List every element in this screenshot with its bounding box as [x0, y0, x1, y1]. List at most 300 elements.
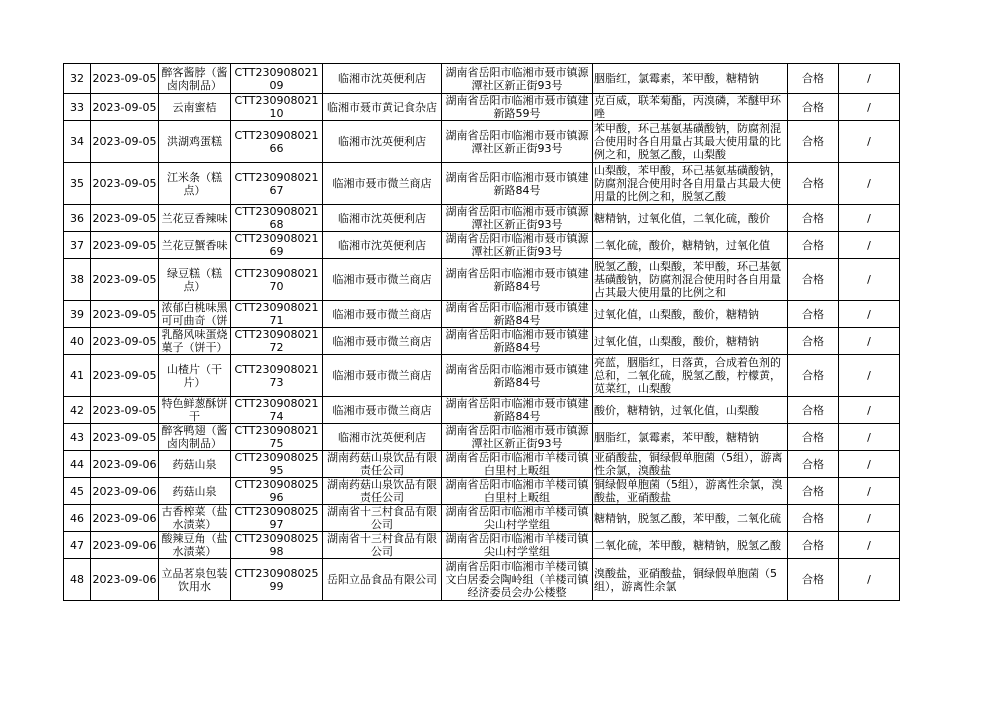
- test-items: 克百威，联苯菊酯，丙溴磷，苯醚甲环唑: [594, 94, 781, 120]
- sampled-unit: 岳阳立品食品有限公司: [327, 573, 437, 586]
- product-name-cell: [159, 163, 231, 205]
- test-items-cell: [593, 328, 788, 355]
- sample-code: CTT23090802171: [234, 301, 319, 327]
- test-items: 二氧化硫，酸价，糖精钠，过氧化值: [594, 238, 770, 252]
- sampled-unit: 临湘市聂市微兰商店: [332, 403, 432, 417]
- unit-address: 湖南省岳阳市临湘市羊楼司镇尖山村学堂组: [445, 532, 589, 558]
- table-row: [64, 424, 900, 451]
- test-items: 亚硝酸盐，铜绿假单胞菌（5组），游离性余氯，溴酸盐: [594, 451, 783, 477]
- sample-date-cell: [91, 64, 159, 94]
- test-items: 苯甲酸，环己基氨基磺酸钠，防腐剂混合使用时各自用量占其最大使用量的比例之和，脱氢乙酸，山梨酸: [594, 122, 781, 161]
- unit-address: 湖南省岳阳市临湘市聂市镇建新路84号: [445, 362, 589, 389]
- remark: /: [867, 457, 871, 471]
- test-result-cell: [788, 205, 839, 232]
- sample-code-cell: [231, 424, 323, 451]
- remark-cell: [839, 232, 900, 259]
- product-name-cell: [159, 259, 231, 301]
- sampled-unit-cell: [323, 424, 442, 451]
- remark-cell: [839, 259, 900, 301]
- test-result: 合格: [802, 369, 824, 382]
- unit-address: 湖南省岳阳市临湘市聂市镇建新路84号: [445, 328, 589, 354]
- test-result-cell: [788, 478, 839, 505]
- product-name-cell: [159, 121, 231, 163]
- sampled-unit-cell: [323, 163, 442, 205]
- unit-address: 湖南省岳阳市临湘市羊楼司镇文白居委会陶岭组（羊楼司镇经济委员会办公楼整: [445, 560, 589, 599]
- sample-code: CTT23090802110: [234, 94, 319, 120]
- unit-address-cell: [442, 163, 593, 205]
- table-row: [64, 94, 900, 121]
- product-name-cell: [159, 397, 231, 424]
- row-number-cell: [64, 505, 91, 532]
- test-items-cell: [593, 478, 788, 505]
- sample-date-cell: [91, 478, 159, 505]
- row-number: 43: [70, 430, 84, 444]
- sample-date-cell: [91, 397, 159, 424]
- unit-address: 湖南省岳阳市临湘市聂市镇建新路59号: [445, 94, 589, 120]
- row-number-cell: [64, 121, 91, 163]
- sample-date: 2023-09-06: [92, 511, 157, 525]
- table-row: [64, 64, 900, 94]
- sample-date: 2023-09-05: [92, 273, 157, 286]
- sampled-unit: 临湘市沈英便利店: [338, 135, 426, 148]
- test-items-cell: [593, 205, 788, 232]
- unit-address-cell: [442, 559, 593, 601]
- unit-address: 湖南省岳阳市临湘市聂市镇建新路84号: [445, 170, 589, 197]
- row-number-cell: [64, 301, 91, 328]
- sample-code-cell: [231, 478, 323, 505]
- sampled-unit: 临湘市聂市微兰商店: [332, 307, 432, 321]
- test-items-cell: [593, 532, 788, 559]
- test-items-cell: [593, 64, 788, 94]
- sample-date: 2023-09-05: [92, 211, 157, 225]
- row-number-cell: [64, 451, 91, 478]
- test-items-cell: [593, 232, 788, 259]
- unit-address: 湖南省岳阳市临湘市聂市镇源潭社区新正街93号: [445, 205, 589, 231]
- remark-cell: [839, 301, 900, 328]
- product-name: 洪湖鸡蛋糕: [167, 135, 222, 148]
- product-name: 乳酪风味蛋烧菓子（饼干）: [161, 328, 228, 354]
- sampled-unit-cell: [323, 397, 442, 424]
- sample-date-cell: [91, 355, 159, 397]
- remark-cell: [839, 559, 900, 601]
- row-number-cell: [64, 532, 91, 559]
- sample-code: CTT23090802166: [234, 128, 319, 155]
- product-name: 酸辣豆角（盐水渍菜）: [161, 532, 228, 558]
- test-items: 山梨酸，苯甲酸，环己基氨基磺酸钠，防腐剂混合使用时各自用量占其最大使用量的比例之和，脱氢乙酸: [594, 164, 781, 203]
- test-items: 溴酸盐，亚硝酸盐，铜绿假单胞菌（5组），游离性余氯: [594, 566, 777, 593]
- row-number-cell: [64, 559, 91, 601]
- unit-address-cell: [442, 505, 593, 532]
- sample-date: 2023-09-05: [92, 430, 157, 444]
- remark: /: [867, 573, 871, 586]
- sampled-unit: 临湘市沈英便利店: [338, 430, 426, 444]
- table-row: [64, 301, 900, 328]
- test-result-cell: [788, 451, 839, 478]
- table-row: [64, 355, 900, 397]
- row-number: 36: [70, 211, 84, 225]
- sample-code-cell: [231, 532, 323, 559]
- test-result: 合格: [802, 511, 824, 525]
- row-number-cell: [64, 259, 91, 301]
- product-name: 特色鲜葱酥饼干: [161, 397, 228, 423]
- row-number: 46: [70, 511, 84, 525]
- sample-date-cell: [91, 424, 159, 451]
- test-result-cell: [788, 94, 839, 121]
- sample-date: 2023-09-05: [92, 135, 157, 148]
- sampled-unit-cell: [323, 505, 442, 532]
- unit-address: 湖南省岳阳市临湘市聂市镇源潭社区新正街93号: [445, 128, 589, 155]
- sample-date: 2023-09-06: [92, 457, 157, 471]
- row-number-cell: [64, 163, 91, 205]
- test-items-cell: [593, 163, 788, 205]
- sampled-unit: 临湘市聂市微兰商店: [332, 177, 432, 190]
- sample-code: CTT23090802173: [234, 362, 319, 389]
- remark: /: [867, 430, 871, 444]
- sample-date: 2023-09-05: [92, 100, 157, 114]
- sampled-unit: 湖南药菇山泉饮品有限责任公司: [327, 451, 437, 477]
- sampled-unit: 临湘市聂市微兰商店: [332, 369, 432, 382]
- sample-code: CTT23090802168: [234, 205, 319, 231]
- remark: /: [867, 307, 871, 321]
- remark: /: [867, 484, 871, 498]
- unit-address: 湖南省岳阳市临湘市聂市镇源潭社区新正街93号: [445, 232, 589, 258]
- test-result: 合格: [802, 211, 824, 225]
- row-number: 35: [70, 177, 84, 190]
- test-items: 亮蓝，胭脂红，日落黄，合成着色剂的总和，二氧化硫，脱氢乙酸，柠檬黄，苋菜红，山梨酸: [594, 356, 781, 395]
- unit-address-cell: [442, 64, 593, 94]
- table-row: [64, 232, 900, 259]
- product-name: 古香榨菜（盐水渍菜）: [161, 505, 228, 531]
- sample-date: 2023-09-06: [92, 484, 157, 498]
- product-name-cell: [159, 205, 231, 232]
- test-result: 合格: [802, 177, 824, 190]
- remark: /: [867, 100, 871, 114]
- sampled-unit-cell: [323, 205, 442, 232]
- row-number-cell: [64, 64, 91, 94]
- unit-address-cell: [442, 328, 593, 355]
- sample-date-cell: [91, 301, 159, 328]
- test-items: 铜绿假单胞菌（5组），游离性余氯，溴酸盐，亚硝酸盐: [594, 478, 783, 504]
- sample-date: 2023-09-06: [92, 538, 157, 552]
- sampled-unit: 临湘市沈英便利店: [338, 238, 426, 252]
- unit-address-cell: [442, 94, 593, 121]
- table-row: [64, 328, 900, 355]
- row-number: 34: [70, 135, 84, 148]
- table-row: [64, 478, 900, 505]
- product-name-cell: [159, 328, 231, 355]
- sample-date-cell: [91, 451, 159, 478]
- table-row: [64, 121, 900, 163]
- test-items-cell: [593, 559, 788, 601]
- sample-code: CTT23090802170: [234, 266, 319, 293]
- sample-code: CTT23090802174: [234, 397, 319, 423]
- row-number-cell: [64, 355, 91, 397]
- test-items: 脱氢乙酸，山梨酸，苯甲酸，环己基氨基磺酸钠，防腐剂混合使用时各自用量占其最大使用量的比例之和: [594, 260, 781, 299]
- test-items: 酸价，糖精钠，过氧化值，山梨酸: [594, 403, 759, 417]
- sample-code: CTT23090802169: [234, 232, 319, 258]
- table-row: [64, 163, 900, 205]
- remark: /: [867, 273, 871, 286]
- sample-date-cell: [91, 163, 159, 205]
- remark: /: [867, 511, 871, 525]
- row-number: 45: [70, 484, 84, 498]
- sample-code-cell: [231, 328, 323, 355]
- product-name: 药菇山泉: [172, 457, 217, 471]
- product-name-cell: [159, 64, 231, 94]
- sample-date: 2023-09-05: [92, 403, 157, 417]
- test-items: 过氧化值，山梨酸，酸价，糖精钠: [594, 307, 759, 321]
- row-number: 33: [70, 100, 84, 114]
- unit-address-cell: [442, 424, 593, 451]
- row-number: 32: [70, 72, 84, 85]
- row-number: 38: [70, 273, 84, 286]
- row-number: 41: [70, 369, 84, 382]
- row-number: 40: [70, 334, 84, 348]
- test-items-cell: [593, 424, 788, 451]
- table-body: [64, 64, 900, 601]
- row-number-cell: [64, 232, 91, 259]
- sample-code: CTT23090802172: [234, 328, 319, 354]
- row-number: 42: [70, 403, 84, 417]
- product-name: 绿豆糕（糕点）: [167, 266, 222, 293]
- product-name: 醉客鸭翅（酱卤肉制品）: [161, 424, 228, 450]
- unit-address: 湖南省岳阳市临湘市聂市镇源潭社区新正街93号: [445, 65, 589, 92]
- unit-address-cell: [442, 301, 593, 328]
- test-result: 合格: [802, 100, 824, 114]
- test-items: 二氧化硫，苯甲酸，糖精钠，脱氢乙酸: [594, 538, 781, 552]
- test-result-cell: [788, 424, 839, 451]
- product-name: 兰花豆香辣味: [161, 211, 228, 225]
- sampled-unit: 临湘市沈英便利店: [338, 211, 426, 225]
- test-result: 合格: [802, 403, 824, 417]
- test-items: 过氧化值，山梨酸，酸价，糖精钠: [594, 334, 759, 348]
- sample-date-cell: [91, 328, 159, 355]
- remark: /: [867, 538, 871, 552]
- sampled-unit-cell: [323, 259, 442, 301]
- sample-date-cell: [91, 94, 159, 121]
- unit-address-cell: [442, 478, 593, 505]
- sampled-unit: 临湘市聂市黄记食杂店: [327, 100, 437, 114]
- test-items-cell: [593, 397, 788, 424]
- unit-address-cell: [442, 355, 593, 397]
- product-name-cell: [159, 505, 231, 532]
- table-row: [64, 532, 900, 559]
- row-number-cell: [64, 478, 91, 505]
- sample-code: CTT23090802167: [234, 170, 319, 197]
- sample-code-cell: [231, 64, 323, 94]
- sample-date: 2023-09-05: [92, 334, 157, 348]
- test-items-cell: [593, 94, 788, 121]
- remark: /: [867, 369, 871, 382]
- product-name: 立品茗泉包装饮用水: [161, 566, 228, 593]
- sample-code: CTT23090802598: [234, 532, 319, 558]
- row-number-cell: [64, 424, 91, 451]
- sample-code-cell: [231, 259, 323, 301]
- product-name-cell: [159, 232, 231, 259]
- unit-address: 湖南省岳阳市临湘市羊楼司镇白里村上畈组: [445, 478, 589, 504]
- sample-code-cell: [231, 121, 323, 163]
- remark-cell: [839, 397, 900, 424]
- test-result-cell: [788, 532, 839, 559]
- table-row: [64, 505, 900, 532]
- sampled-unit-cell: [323, 328, 442, 355]
- sample-code-cell: [231, 451, 323, 478]
- row-number: 47: [70, 538, 84, 552]
- sampled-unit: 临湘市聂市微兰商店: [332, 273, 432, 286]
- remark-cell: [839, 424, 900, 451]
- sample-date-cell: [91, 532, 159, 559]
- product-name: 山楂片（干片）: [167, 362, 222, 389]
- product-name: 云南蜜桔: [172, 100, 217, 114]
- sampled-unit-cell: [323, 532, 442, 559]
- product-name-cell: [159, 451, 231, 478]
- test-items: 糖精钠，过氧化值，二氧化硫，酸价: [594, 211, 770, 225]
- test-result: 合格: [802, 273, 824, 286]
- sample-code-cell: [231, 397, 323, 424]
- test-result-cell: [788, 397, 839, 424]
- product-name-cell: [159, 532, 231, 559]
- product-name-cell: [159, 355, 231, 397]
- remark-cell: [839, 328, 900, 355]
- sample-date-cell: [91, 259, 159, 301]
- test-result-cell: [788, 328, 839, 355]
- test-items-cell: [593, 301, 788, 328]
- sample-code: CTT23090802109: [234, 65, 319, 92]
- test-result-cell: [788, 232, 839, 259]
- remark: /: [867, 177, 871, 190]
- remark-cell: [839, 121, 900, 163]
- table-row: [64, 559, 900, 601]
- table-row: [64, 259, 900, 301]
- sampled-unit-cell: [323, 94, 442, 121]
- sample-date: 2023-09-06: [92, 573, 157, 586]
- row-number-cell: [64, 328, 91, 355]
- test-items-cell: [593, 259, 788, 301]
- sample-code: CTT23090802595: [234, 451, 319, 477]
- test-result-cell: [788, 355, 839, 397]
- product-name: 醉客酱脖（酱卤肉制品）: [161, 65, 228, 92]
- unit-address: 湖南省岳阳市临湘市聂市镇建新路84号: [445, 397, 589, 423]
- sample-code-cell: [231, 559, 323, 601]
- test-result: 合格: [802, 484, 824, 498]
- sample-code-cell: [231, 94, 323, 121]
- test-result: 合格: [802, 334, 824, 348]
- row-number: 48: [70, 573, 84, 586]
- sampled-unit-cell: [323, 559, 442, 601]
- product-name-cell: [159, 424, 231, 451]
- remark-cell: [839, 355, 900, 397]
- sample-date: 2023-09-05: [92, 72, 157, 85]
- test-result: 合格: [802, 430, 824, 444]
- test-items-cell: [593, 121, 788, 163]
- sample-date: 2023-09-05: [92, 307, 157, 321]
- sampled-unit-cell: [323, 64, 442, 94]
- test-result: 合格: [802, 135, 824, 148]
- test-items: 胭脂红，氯霉素，苯甲酸，糖精钠: [594, 72, 759, 85]
- remark: /: [867, 135, 871, 148]
- sample-date-cell: [91, 205, 159, 232]
- test-result-cell: [788, 301, 839, 328]
- test-items: 胭脂红，氯霉素，苯甲酸，糖精钠: [594, 430, 759, 444]
- test-result: 合格: [802, 72, 824, 85]
- remark: /: [867, 403, 871, 417]
- test-result-cell: [788, 259, 839, 301]
- sample-code-cell: [231, 355, 323, 397]
- sample-date-cell: [91, 232, 159, 259]
- remark-cell: [839, 64, 900, 94]
- remark-cell: [839, 451, 900, 478]
- sample-date: 2023-09-05: [92, 369, 157, 382]
- unit-address: 湖南省岳阳市临湘市聂市镇源潭社区新正街93号: [445, 424, 589, 450]
- test-result: 合格: [802, 307, 824, 321]
- test-result: 合格: [802, 573, 824, 586]
- sample-code: CTT23090802597: [234, 505, 319, 531]
- unit-address: 湖南省岳阳市临湘市聂市镇建新路84号: [445, 301, 589, 327]
- product-name-cell: [159, 301, 231, 328]
- sampled-unit: 湖南省十三村食品有限公司: [327, 532, 437, 558]
- product-name: 兰花豆蟹香味: [161, 238, 228, 252]
- unit-address: 湖南省岳阳市临湘市聂市镇建新路84号: [445, 266, 589, 293]
- product-name: 江米条（糕点）: [167, 170, 222, 197]
- sampled-unit-cell: [323, 121, 442, 163]
- test-result-cell: [788, 559, 839, 601]
- sampled-unit-cell: [323, 232, 442, 259]
- sample-date-cell: [91, 121, 159, 163]
- sample-date: 2023-09-05: [92, 177, 157, 190]
- sample-code-cell: [231, 232, 323, 259]
- sampled-unit-cell: [323, 451, 442, 478]
- sample-code-cell: [231, 163, 323, 205]
- sample-code: CTT23090802596: [234, 478, 319, 504]
- sampled-unit: 临湘市聂市微兰商店: [332, 334, 432, 348]
- remark: /: [867, 334, 871, 348]
- test-items: 糖精钠，脱氢乙酸，苯甲酸，二氧化硫: [594, 511, 781, 525]
- table-row: [64, 451, 900, 478]
- sample-code-cell: [231, 205, 323, 232]
- product-name-cell: [159, 559, 231, 601]
- sampled-unit: 湖南药菇山泉饮品有限责任公司: [327, 478, 437, 504]
- unit-address-cell: [442, 259, 593, 301]
- sampled-unit-cell: [323, 355, 442, 397]
- unit-address-cell: [442, 397, 593, 424]
- remark: /: [867, 211, 871, 225]
- unit-address-cell: [442, 532, 593, 559]
- sampled-unit: 临湘市沈英便利店: [338, 72, 426, 85]
- sampled-unit: 湖南省十三村食品有限公司: [327, 505, 437, 531]
- sampled-unit-cell: [323, 478, 442, 505]
- inspection-table: [63, 63, 900, 601]
- test-items-cell: [593, 355, 788, 397]
- remark-cell: [839, 478, 900, 505]
- test-result: 合格: [802, 538, 824, 552]
- row-number-cell: [64, 397, 91, 424]
- test-result-cell: [788, 121, 839, 163]
- test-result-cell: [788, 64, 839, 94]
- unit-address: 湖南省岳阳市临湘市羊楼司镇尖山村学堂组: [445, 505, 589, 531]
- test-items-cell: [593, 505, 788, 532]
- unit-address-cell: [442, 205, 593, 232]
- remark-cell: [839, 94, 900, 121]
- test-items-cell: [593, 451, 788, 478]
- sampled-unit-cell: [323, 301, 442, 328]
- remark-cell: [839, 505, 900, 532]
- sample-date-cell: [91, 559, 159, 601]
- unit-address-cell: [442, 451, 593, 478]
- sample-code-cell: [231, 301, 323, 328]
- test-result: 合格: [802, 238, 824, 252]
- product-name: 药菇山泉: [172, 484, 217, 498]
- sample-code-cell: [231, 505, 323, 532]
